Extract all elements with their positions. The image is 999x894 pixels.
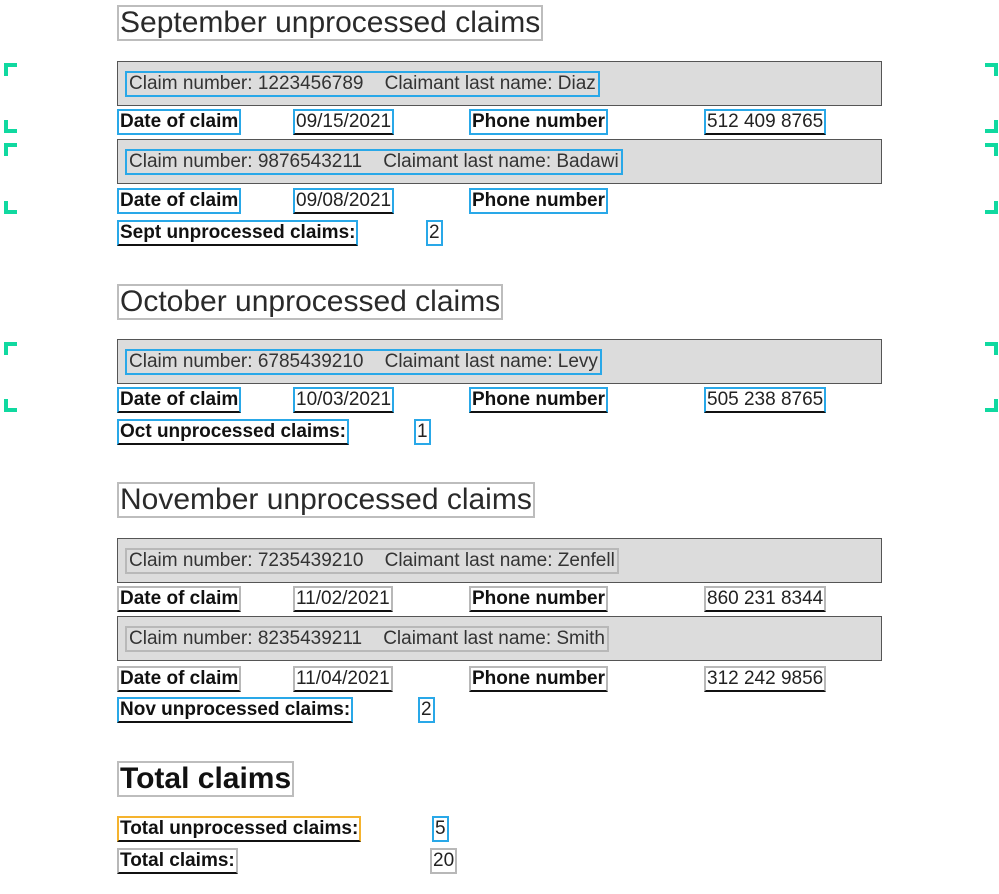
phone-number-label: Phone number [469, 586, 608, 612]
totals-heading: Total claims [117, 761, 294, 797]
date-of-claim-label: Date of claim [117, 586, 241, 612]
date-of-claim-value[interactable]: 09/08/2021 [293, 188, 394, 214]
unprocessed-count-value: 1 [414, 419, 431, 445]
section-heading-september: September unprocessed claims [117, 5, 543, 41]
date-of-claim-value[interactable]: 11/04/2021 [293, 666, 393, 692]
phone-number-value[interactable]: 312 242 9856 [704, 666, 826, 692]
phone-number-label: Phone number [469, 666, 608, 692]
claim-bar[interactable] [117, 616, 882, 661]
total-claims-label: Total claims: [117, 848, 238, 874]
date-of-claim-label: Date of claim [117, 666, 241, 692]
claim-bar[interactable] [117, 61, 882, 106]
crop-mark-bottom-left [4, 120, 17, 133]
crop-mark-top-left [4, 63, 17, 76]
unprocessed-count-label: Oct unprocessed claims: [117, 419, 349, 445]
crop-mark-top-right [985, 342, 998, 355]
crop-mark-top-left [4, 342, 17, 355]
claim-summary-text: Claim number: 9876543211 Claimant last name: Badawi [125, 149, 623, 175]
unprocessed-count-label: Nov unprocessed claims: [117, 697, 353, 723]
date-of-claim-label: Date of claim [117, 188, 241, 214]
crop-mark-top-right [985, 143, 998, 156]
unprocessed-count-value: 2 [418, 697, 435, 723]
claim-summary-text: Claim number: 6785439210 Claimant last name: Levy [125, 349, 602, 375]
phone-number-label: Phone number [469, 387, 608, 413]
phone-number-value[interactable]: 512 409 8765 [704, 109, 826, 135]
crop-mark-top-right [985, 63, 998, 76]
total-unprocessed-value: 5 [432, 816, 449, 842]
date-of-claim-label: Date of claim [117, 387, 241, 413]
date-of-claim-label: Date of claim [117, 109, 241, 135]
unprocessed-count-value: 2 [426, 220, 443, 246]
section-heading-october: October unprocessed claims [117, 284, 503, 320]
total-unprocessed-label: Total unprocessed claims: [117, 816, 361, 842]
date-of-claim-value[interactable]: 10/03/2021 [293, 387, 394, 413]
claim-summary-text: Claim number: 1223456789 Claimant last name: Diaz [125, 71, 600, 97]
phone-number-label: Phone number [469, 109, 608, 135]
claim-summary-text: Claim number: 8235439211 Claimant last name: Smith [125, 626, 609, 652]
crop-mark-bottom-right [985, 399, 998, 412]
crop-mark-bottom-right [985, 201, 998, 214]
crop-mark-bottom-left [4, 399, 17, 412]
crop-mark-bottom-right [985, 120, 998, 133]
section-heading-november: November unprocessed claims [117, 482, 535, 518]
claim-bar[interactable] [117, 139, 882, 184]
date-of-claim-value[interactable]: 09/15/2021 [293, 109, 394, 135]
unprocessed-count-label: Sept unprocessed claims: [117, 220, 358, 246]
crop-mark-bottom-left [4, 201, 17, 214]
claim-bar[interactable] [117, 339, 882, 384]
phone-number-value[interactable]: 505 238 8765 [704, 387, 826, 413]
crop-mark-top-left [4, 143, 17, 156]
claim-summary-text: Claim number: 7235439210 Claimant last name: Zenfell [125, 548, 619, 574]
date-of-claim-value[interactable]: 11/02/2021 [293, 586, 393, 612]
phone-number-label: Phone number [469, 188, 608, 214]
total-claims-value: 20 [430, 848, 457, 874]
claim-bar[interactable] [117, 538, 882, 583]
phone-number-value[interactable]: 860 231 8344 [704, 586, 826, 612]
